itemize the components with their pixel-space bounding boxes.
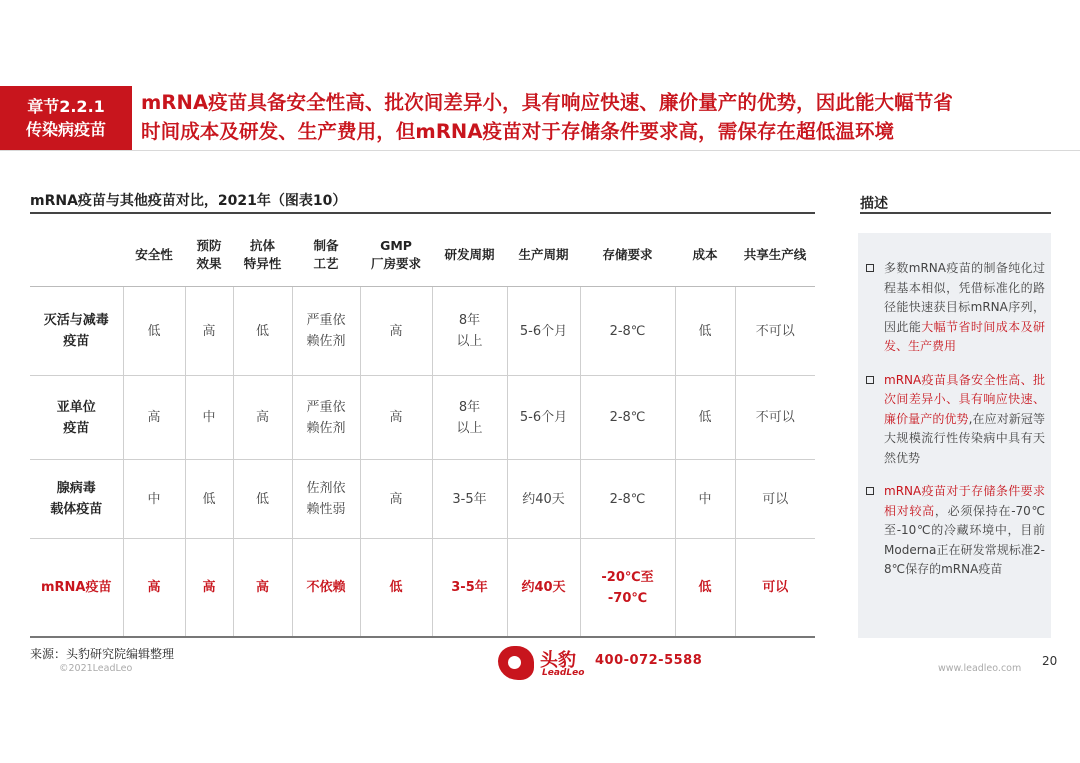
table-cell: 低 (675, 287, 735, 376)
table-cell: 3-5年 (432, 460, 507, 539)
table-row (30, 287, 815, 376)
logo-chinese-text: 头豹 (540, 650, 576, 671)
table-cell: 不可以 (735, 287, 815, 376)
comparison-table (30, 223, 815, 638)
table-cell: 低 (360, 539, 432, 638)
table-cell: 高 (123, 376, 185, 460)
header-divider (0, 150, 1080, 151)
table-cell: 8年 以上 (432, 287, 507, 376)
header-cell: 研发周期 (432, 223, 507, 287)
table-row (30, 460, 815, 539)
table-cell: 低 (675, 376, 735, 460)
description-title: 描述 (860, 196, 888, 212)
description-panel (858, 233, 1051, 638)
table-cell: 中 (675, 460, 735, 539)
description-bullet: 多数mRNA疫苗的制备纯化过程基本相似，凭借标准化的路径能快速获目标mRNA序列，因此能大幅节省时间成本及研发、生产费用 (866, 259, 1045, 357)
headline-line-2: 时间成本及研发、生产费用，但mRNA疫苗对于存储条件要求高，需保存在超低温环境 (141, 120, 895, 143)
checkbox-bullet-icon (866, 487, 874, 495)
checkbox-bullet-icon (866, 264, 874, 272)
header-cell: 预防 效果 (185, 223, 233, 287)
table-cell: 低 (675, 539, 735, 638)
table-cell: 低 (233, 287, 292, 376)
table-cell: 低 (123, 287, 185, 376)
logo-english-text: LeadLeo (542, 668, 585, 678)
table-cell: 约40天 (507, 539, 580, 638)
table-cell: 低 (185, 460, 233, 539)
table-cell: 佐剂依 赖性弱 (292, 460, 360, 539)
header-cell: 存储要求 (580, 223, 675, 287)
page-number: 20 (1042, 654, 1058, 668)
table-cell: 不依赖 (292, 539, 360, 638)
row-label: 腺病毒 载体疫苗 (30, 460, 123, 539)
header-cell: 抗体 特异性 (233, 223, 292, 287)
table-cell: 不可以 (735, 376, 815, 460)
table-cell: 高 (360, 287, 432, 376)
header-cell: 成本 (675, 223, 735, 287)
description-bullet: mRNA疫苗对于存储条件要求相对较高，必须保持在-70℃至-10℃的冷藏环境中，目前Moderna正在研发常规标准2-8℃保存的mRNA疫苗 (866, 482, 1045, 580)
chapter-topic: 传染病疫苗 (25, 120, 106, 139)
website: www.leadleo.com (938, 663, 1022, 674)
row-label: 亚单位 疫苗 (30, 376, 123, 460)
table-cell: 可以 (735, 539, 815, 638)
table-title: mRNA疫苗与其他疫苗对比，2021年（图表10） (30, 193, 347, 209)
table-cell: 5-6个月 (507, 287, 580, 376)
table-cell: 2-8℃ (580, 287, 675, 376)
table-cell: 高 (360, 460, 432, 539)
chapter-badge (0, 86, 132, 150)
table-cell: 3-5年 (432, 539, 507, 638)
table-cell: 2-8℃ (580, 460, 675, 539)
table-cell: 中 (185, 376, 233, 460)
table-cell: 可以 (735, 460, 815, 539)
table-cell: 2-8℃ (580, 376, 675, 460)
table-cell: 低 (233, 460, 292, 539)
row-label: mRNA疫苗 (30, 539, 123, 638)
header-cell: 制备 工艺 (292, 223, 360, 287)
table-cell: 约40天 (507, 460, 580, 539)
leadleo-logo (498, 646, 586, 682)
table-cell: 严重依 赖佐剂 (292, 287, 360, 376)
table-row-highlight (30, 539, 815, 638)
source-note: 来源：头豹研究院编辑整理 (30, 647, 175, 661)
copyright: ©2021LeadLeo (59, 663, 133, 674)
table-cell: 中 (123, 460, 185, 539)
headline-line-1: mRNA疫苗具备安全性高、批次间差异小，具有响应快速、廉价量产的优势，因此能大幅节省 (141, 91, 953, 114)
header-cell (30, 223, 123, 287)
leopard-logo-icon (498, 646, 534, 680)
header-cell: 生产周期 (507, 223, 580, 287)
table-cell: 8年 以上 (432, 376, 507, 460)
table-cell: 高 (185, 539, 233, 638)
header-cell: 共享生产线 (735, 223, 815, 287)
table-cell: 高 (360, 376, 432, 460)
table-title-underline (30, 212, 815, 214)
phone-number: 400-072-5588 (595, 653, 703, 668)
table-cell: -20℃至 -70℃ (580, 539, 675, 638)
table-cell: 严重依 赖佐剂 (292, 376, 360, 460)
header-cell: 安全性 (123, 223, 185, 287)
table-cell: 高 (233, 539, 292, 638)
header-cell: GMP 厂房要求 (360, 223, 432, 287)
table-cell: 5-6个月 (507, 376, 580, 460)
description-title-underline (860, 212, 1051, 214)
table-cell: 高 (185, 287, 233, 376)
description-bullet: mRNA疫苗具备安全性高、批次间差异小、具有响应快速、廉价量产的优势,在应对新冠等大规模流行性传染病中具有天然优势 (866, 371, 1045, 469)
row-label: 灭活与减毒 疫苗 (30, 287, 123, 376)
chapter-number: 章节2.2.1 (27, 97, 105, 116)
table-row (30, 376, 815, 460)
table-cell: 高 (123, 539, 185, 638)
table-header-row (30, 223, 815, 287)
checkbox-bullet-icon (866, 376, 874, 384)
table-cell: 高 (233, 376, 292, 460)
page-headline (141, 88, 1071, 146)
